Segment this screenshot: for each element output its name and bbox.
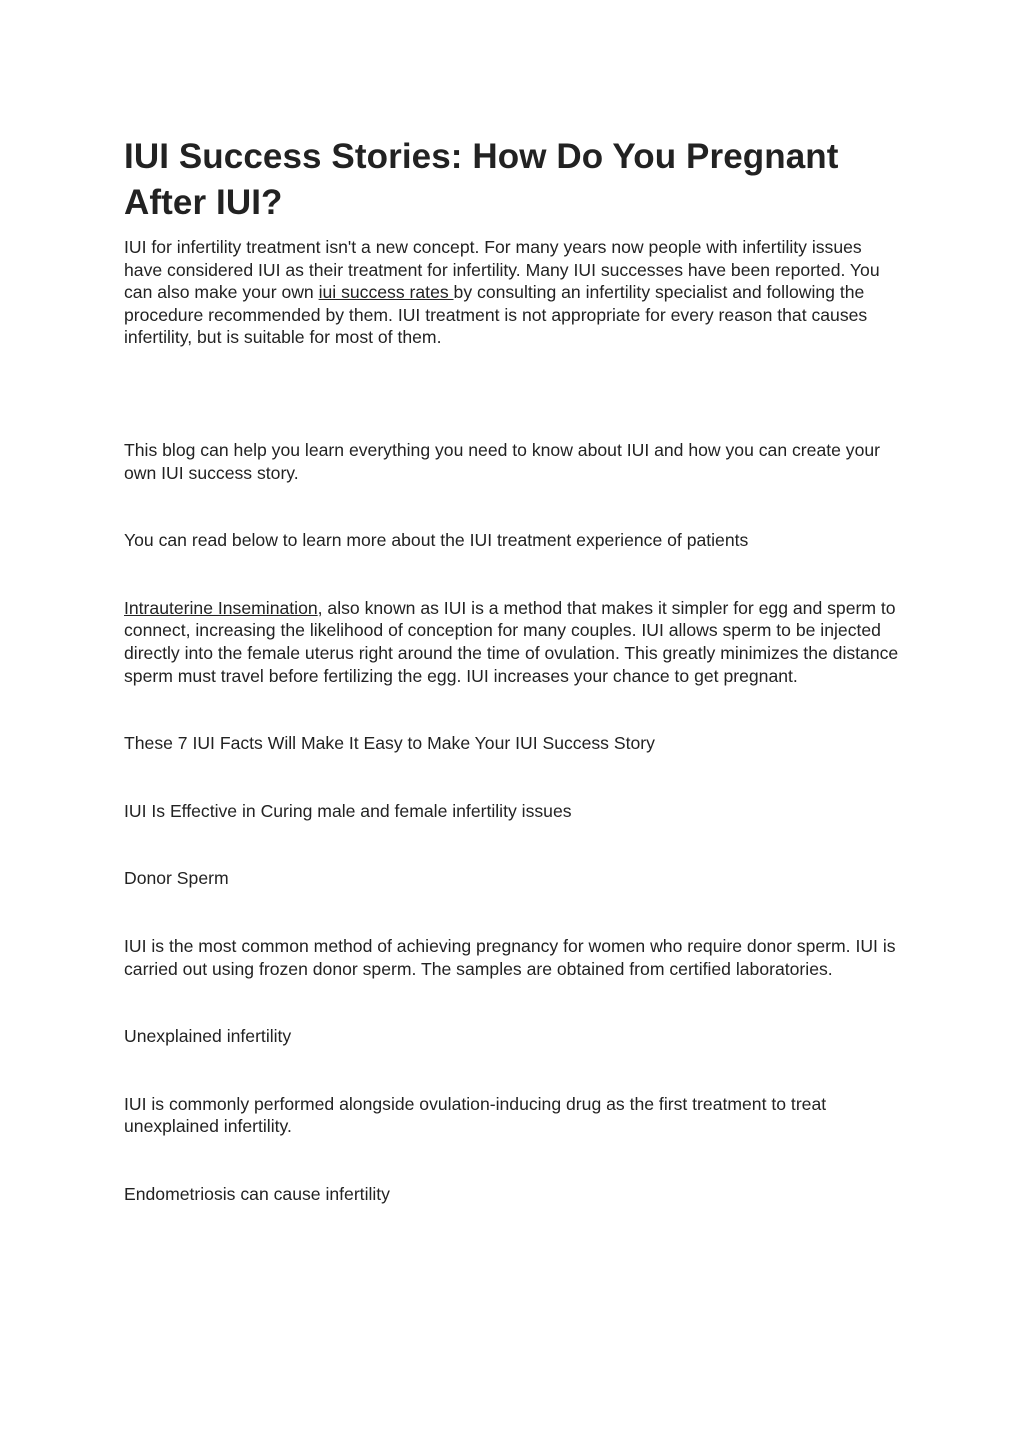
facts-heading: These 7 IUI Facts Will Make It Easy to Make Your IUI Success Story: [124, 733, 655, 754]
intrauterine-insemination-link[interactable]: Intrauterine Insemination: [124, 597, 318, 618]
fact1-heading: IUI Is Effective in Curing male and female infertility issues: [124, 800, 572, 821]
iui-success-rates-link[interactable]: iui success rates: [318, 282, 454, 303]
intro-text-part1: IUI for infertility treatment isn't a new concept. For many years now people with infertility issues have considered IUI as their treatment for infertility. Many IUI successes have been reported. You can also make your own: [124, 237, 880, 303]
donor-sperm-paragraph: IUI is the most common method of achieving pregnancy for women who require donor sperm. IUI is carried out using frozen donor sperm. The samples are obtained from certified laboratories.: [124, 935, 896, 979]
unexplained-infertility-paragraph: IUI is commonly performed alongside ovulation-inducing drug as the first treatment to treat unexplained infertility.: [124, 1093, 827, 1137]
intro-paragraph: [124, 236, 899, 349]
article-body: [124, 134, 899, 1205]
unexplained-infertility-heading: Unexplained infertility: [124, 1026, 292, 1047]
donor-sperm-heading: Donor Sperm: [124, 868, 229, 889]
blog-help-paragraph: This blog can help you learn everything you need to know about IUI and how you can create your own IUI success story.: [124, 439, 881, 483]
read-below-paragraph: You can read below to learn more about the IUI treatment experience of patients: [124, 530, 749, 551]
iui-definition-paragraph: [124, 597, 899, 687]
intro-text-part2: by consulting an infertility specialist and following the procedure recommended by them. IUI treatment is not appropriate for every reason that causes infertility, but is suitable for most of them.: [124, 282, 868, 348]
article-title: IUI Success Stories: How Do You Pregnant After IUI?: [124, 137, 839, 222]
endometriosis-heading: Endometriosis can cause infertility: [124, 1183, 390, 1204]
iui-definition-text: , also known as IUI is a method that makes it simpler for egg and sperm to connect, increasing the likelihood of conception for many couples. IUI allows sperm to be injected directly into the female uterus right around the time of ovulation. This greatly minimizes the distance sperm must travel before fertilizing the egg. IUI increases your chance to get pregnant.: [124, 597, 899, 686]
